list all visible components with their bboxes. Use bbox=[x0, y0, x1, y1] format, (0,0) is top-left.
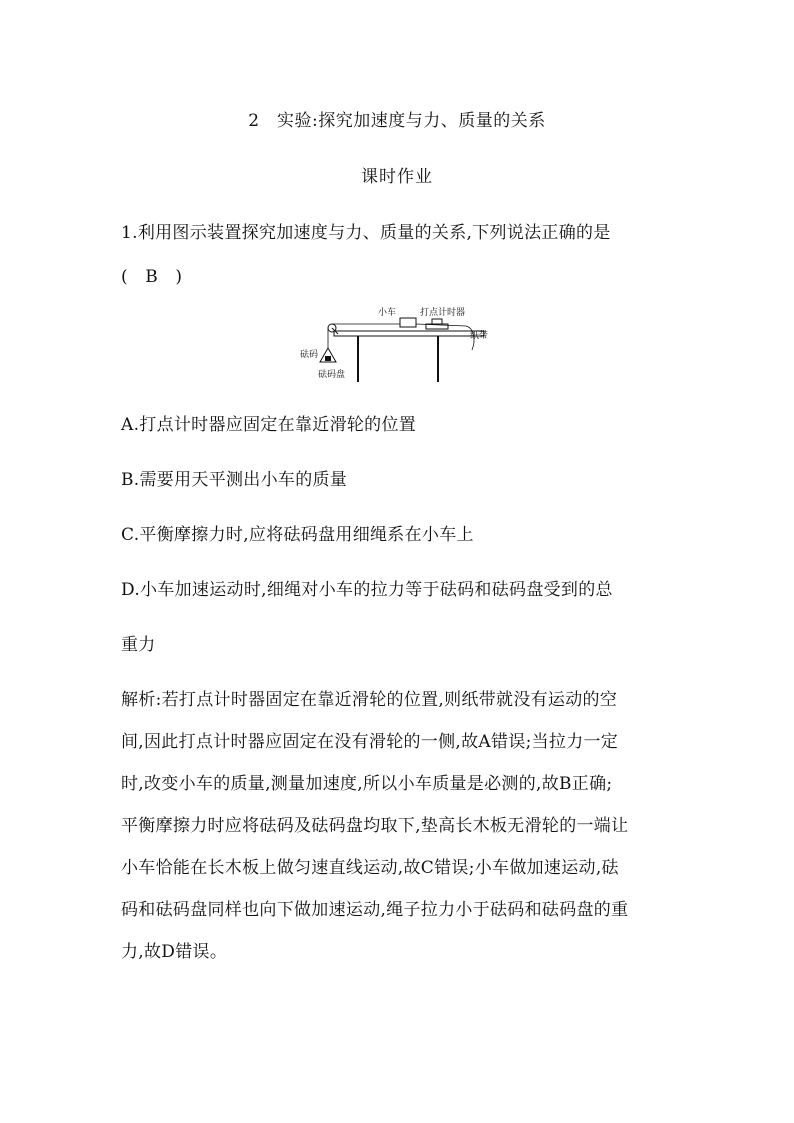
analysis-line: 平衡摩擦力时应将砝码及砝码盘均取下,垫高长木板无滑轮的一端让 bbox=[121, 816, 629, 836]
option-c: C.平衡摩擦力时,应将砝码盘用细绳系在小车上 bbox=[121, 525, 474, 545]
analysis-line: 力,故D错误。 bbox=[121, 942, 228, 962]
analysis-line: 解析:若打点计时器固定在靠近滑轮的位置,则纸带就没有运动的空 bbox=[121, 690, 618, 710]
analysis-line: 小车恰能在长木板上做匀速直线运动,故C错误;小车做加速运动,砝 bbox=[121, 858, 619, 878]
option-d: D.小车加速运动时,细绳对小车的拉力等于砝码和砝码盘受到的总 bbox=[121, 580, 613, 600]
weight-block bbox=[325, 356, 331, 361]
option-d-continued: 重力 bbox=[121, 635, 156, 655]
apparatus-diagram bbox=[296, 300, 506, 386]
analysis-line: 间,因此打点计时器应固定在没有滑轮的一侧,故A错误;当拉力一定 bbox=[121, 732, 619, 752]
timer-top bbox=[432, 319, 442, 324]
option-b: B.需要用天平测出小车的质量 bbox=[121, 470, 348, 490]
label-pan: 砝码盘 bbox=[318, 370, 346, 380]
table-board bbox=[334, 331, 484, 336]
page-subtitle: 课时作业 bbox=[361, 167, 433, 187]
cart bbox=[400, 318, 416, 327]
question-stem: 1.利用图示装置探究加速度与力、质量的关系,下列说法正确的是 bbox=[121, 223, 611, 243]
analysis-line: 码和砝码盘同样也向下做加速运动,绳子拉力小于砝码和砝码盘的重 bbox=[121, 900, 629, 920]
label-tape: 纸带 bbox=[470, 331, 489, 341]
option-a: A.打点计时器应固定在靠近滑轮的位置 bbox=[121, 415, 417, 435]
label-cart: 小车 bbox=[378, 308, 397, 318]
page-title: 2 实验:探究加速度与力、质量的关系 bbox=[248, 111, 546, 131]
label-timer: 打点计时器 bbox=[420, 308, 466, 318]
question-answer: ( B ) bbox=[121, 267, 183, 287]
analysis-line: 时,改变小车的质量,测量加速度,所以小车质量是必测的,故B正确; bbox=[121, 774, 613, 794]
label-weight: 砝码 bbox=[300, 350, 319, 360]
